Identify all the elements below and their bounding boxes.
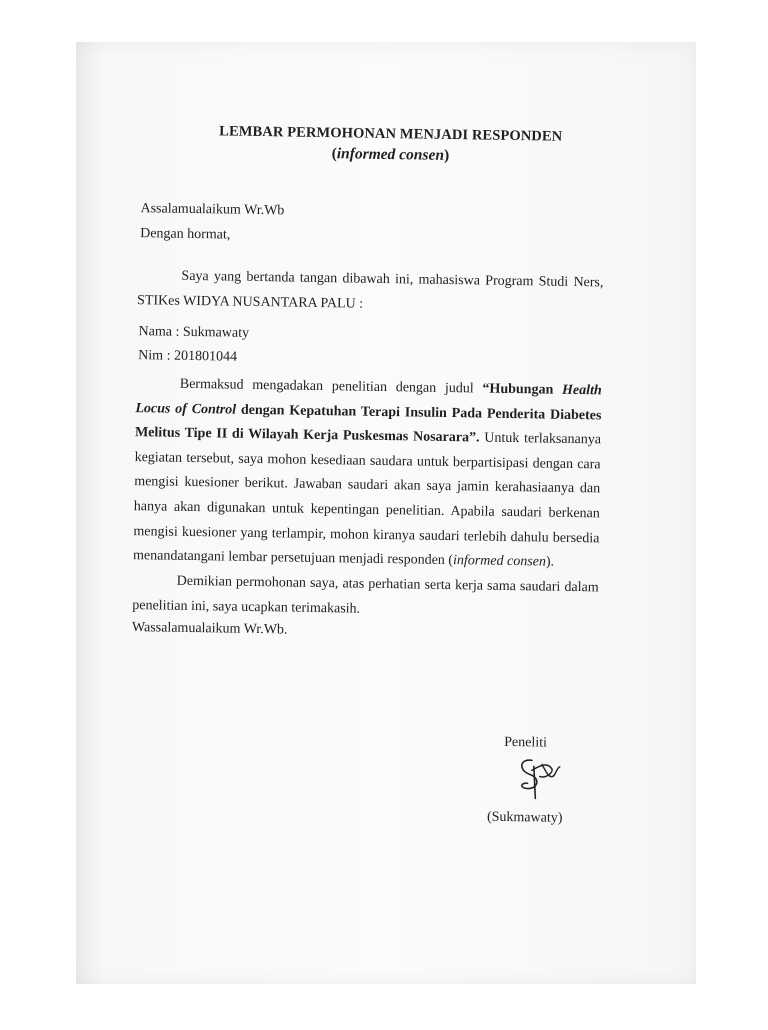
letter-title: LEMBAR PERMOHONAN MENJADI RESPONDEN bbox=[219, 123, 563, 145]
body-p1-text: Untuk terlaksananya kegiatan tersebut, saya mohon kesediaan saudara untuk berpartisipasi dengan cara mengisi kuesioner berikut. Jawaban saudari akan saya jamin kerahasiaanya dan hanya akan digunakan untuk kepentingan penelitian. Apabila saudari berkenan mengisi kuesioner yang terlampir, mohon kiranya saudari terlebih dahulu bersedia menandatangani lembar persetujuan menjadi responden ( bbox=[132, 430, 602, 569]
subtitle-close-paren: ) bbox=[443, 146, 450, 164]
greeting: Assalamualaikum Wr.Wb bbox=[140, 201, 285, 219]
body-p1-italic: informed consen bbox=[452, 553, 547, 570]
body-paragraph-2 bbox=[132, 569, 599, 626]
body-p1-lead: Bermaksud mengadakan penelitian dengan judul bbox=[179, 376, 483, 397]
intro-paragraph bbox=[137, 264, 604, 321]
research-title-italic: Health Locus of Control bbox=[135, 382, 602, 418]
letter-subtitle bbox=[155, 142, 625, 167]
research-title-open: “Hubungan bbox=[482, 381, 563, 398]
body-p1-end: ). bbox=[545, 554, 555, 570]
name-line: Nama : Sukmawaty bbox=[138, 324, 250, 341]
subtitle-open-paren: ( bbox=[331, 145, 337, 163]
nim-line: Nim : 201801044 bbox=[138, 348, 238, 365]
body-paragraph-1 bbox=[133, 372, 602, 576]
intro-text: Saya yang bertanda tangan dibawah ini, mahasiswa Program Studi Ners, STIKes WIDYA NUSANTARA PALU : bbox=[136, 268, 604, 312]
signature-role: Peneliti bbox=[504, 734, 548, 751]
research-title-rest: dengan Kepatuhan Terapi Insulin Pada Penderita Diabetes Melitus Tipe II di Wilayah Kerja Puskesmas Nosarara”. bbox=[134, 402, 602, 446]
signature-name: (Sukmawaty) bbox=[486, 809, 563, 826]
body-p2-text: Demikian permohonan saya, atas perhatian serta kerja sama saudari dalam penelitian ini, saya ucapkan terimakasih. bbox=[132, 573, 599, 617]
salutation: Dengan hormat, bbox=[140, 226, 231, 243]
handwritten-signature bbox=[511, 754, 564, 803]
subtitle-italic: informed consen bbox=[336, 145, 445, 164]
closing: Wassalamualaikum Wr.Wb. bbox=[131, 620, 288, 638]
